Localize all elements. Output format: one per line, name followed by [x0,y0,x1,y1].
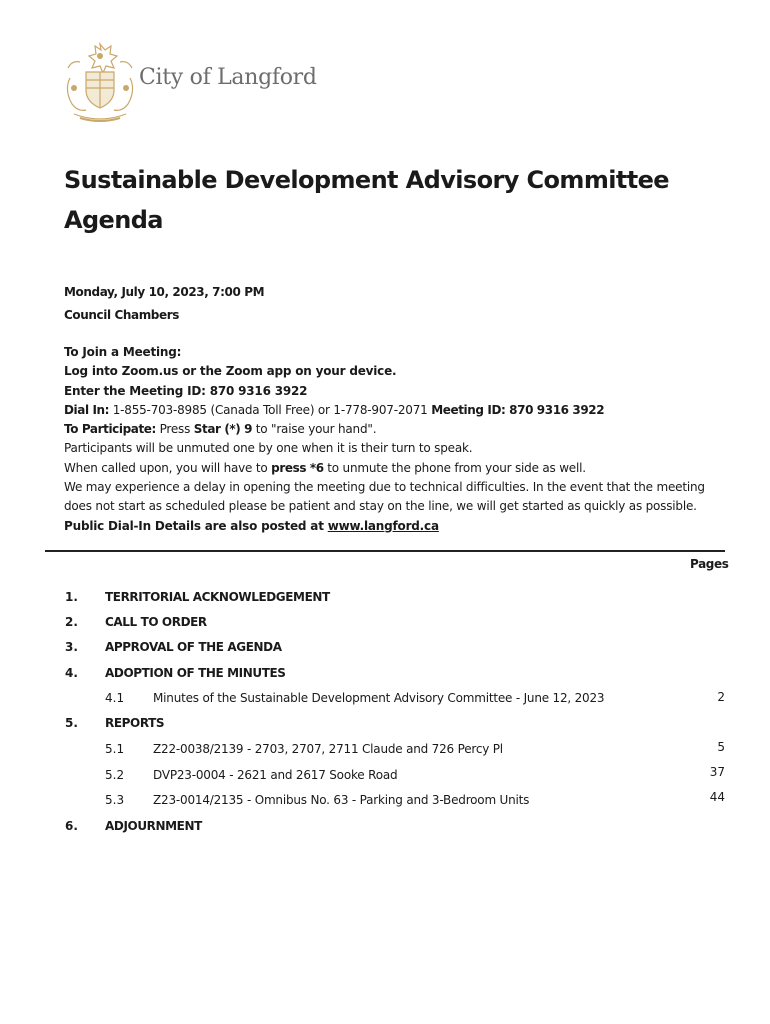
agenda-item [0,666,770,686]
page-title [64,160,669,240]
called-upon-line [64,459,724,478]
organization-name: City of Langford [139,65,317,90]
agenda-item-title: APPROVAL OF THE AGENDA [105,640,282,654]
participate-key: Star (*) 9 [193,422,253,437]
agenda-item-title: ADJOURNMENT [105,819,202,833]
participate-label: To Participate: [64,422,156,437]
agenda-item [0,819,770,839]
section-divider [45,550,725,552]
agenda-item [0,590,770,610]
agenda-subitem-title: Z22-0038/2139 - 2703, 2707, 2711 Claude and 726 Percy Pl [153,742,503,756]
agenda-subitem-page: 44 [709,790,725,804]
agenda-item-number: 6. [65,819,78,833]
agenda-subitem-number: 5.3 [105,793,125,807]
agenda-item-number: 3. [65,640,78,654]
agenda-subitem-title: Z23-0014/2135 - Omnibus No. 63 - Parking and 3-Bedroom Units [153,793,530,807]
title-line-2: Agenda [64,206,163,234]
agenda-item [0,640,770,660]
city-crest-logo [60,38,140,124]
join-instructions [64,343,724,536]
agenda-item [0,716,770,736]
agenda-subitem [0,691,770,711]
participate-rest: to "raise your hand". [252,422,377,437]
agenda-item-title: CALL TO ORDER [105,615,207,629]
zoom-instruction: Log into Zoom.us or the Zoom app on your device. [64,364,397,379]
meeting-datetime: Monday, July 10, 2023, 7:00 PM [64,285,265,299]
agenda-subitem-number: 5.1 [105,742,125,756]
agenda-subitem-page: 37 [709,765,725,779]
agenda-subitem [0,742,770,762]
agenda-item-number: 4. [65,666,78,680]
agenda-subitem-number: 5.2 [105,768,125,782]
dial-in-meeting-id: Meeting ID: 870 9316 3922 [431,402,605,417]
agenda-subitem [0,765,770,788]
agenda-subitem-title: DVP23-0004 - 2621 and 2617 Sooke Road [153,768,398,782]
participate-line [64,420,724,439]
called-post: to unmute the phone from your side as well. [323,460,586,475]
called-pre: When called upon, you will have to [64,460,272,475]
unmute-order-line: Participants will be unmuted one by one when it is their turn to speak. [64,441,473,456]
dial-in-label: Dial In: [64,402,110,417]
agenda-item [0,615,770,635]
title-line-1: Sustainable Development Advisory Committee [64,166,669,194]
meeting-location: Council Chambers [64,308,179,322]
join-heading: To Join a Meeting: [64,345,182,359]
agenda-subitem [0,790,770,813]
agenda-item-number: 2. [65,615,78,629]
agenda-item-number: 5. [65,716,78,730]
pages-column-heading: Pages [690,557,729,571]
agenda-item-title: ADOPTION OF THE MINUTES [105,666,286,680]
agenda-item-title: REPORTS [105,716,165,730]
agenda-item-title: TERRITORIAL ACKNOWLEDGEMENT [105,590,330,604]
agenda-subitem-number: 4.1 [105,691,125,705]
public-dial-in-line [64,517,724,536]
agenda-subitem-page: 5 [717,740,725,754]
dial-in-line [64,401,724,420]
delay-notice: We may experience a delay in opening the meeting due to technical difficulties. In the event that the meeting does not start as scheduled please be patient and stay on the line, we will get started as quickly as possible. [64,480,705,514]
langford-website-link[interactable]: www.langford.ca [327,518,439,533]
called-key: press *6 [271,460,324,475]
agenda-item-number: 1. [65,590,78,604]
agenda-subitem-title: Minutes of the Sustainable Development Advisory Committee - June 12, 2023 [153,691,605,705]
meeting-id-line: Enter the Meeting ID: 870 9316 3922 [64,383,308,398]
public-pre: Public Dial-In Details are also posted at [64,518,328,533]
agenda-subitem-page: 2 [717,690,725,704]
participate-press: Press [155,422,194,437]
dial-in-numbers: 1-855-703-8985 (Canada Toll Free) or 1-778-907-2071 [109,402,432,417]
